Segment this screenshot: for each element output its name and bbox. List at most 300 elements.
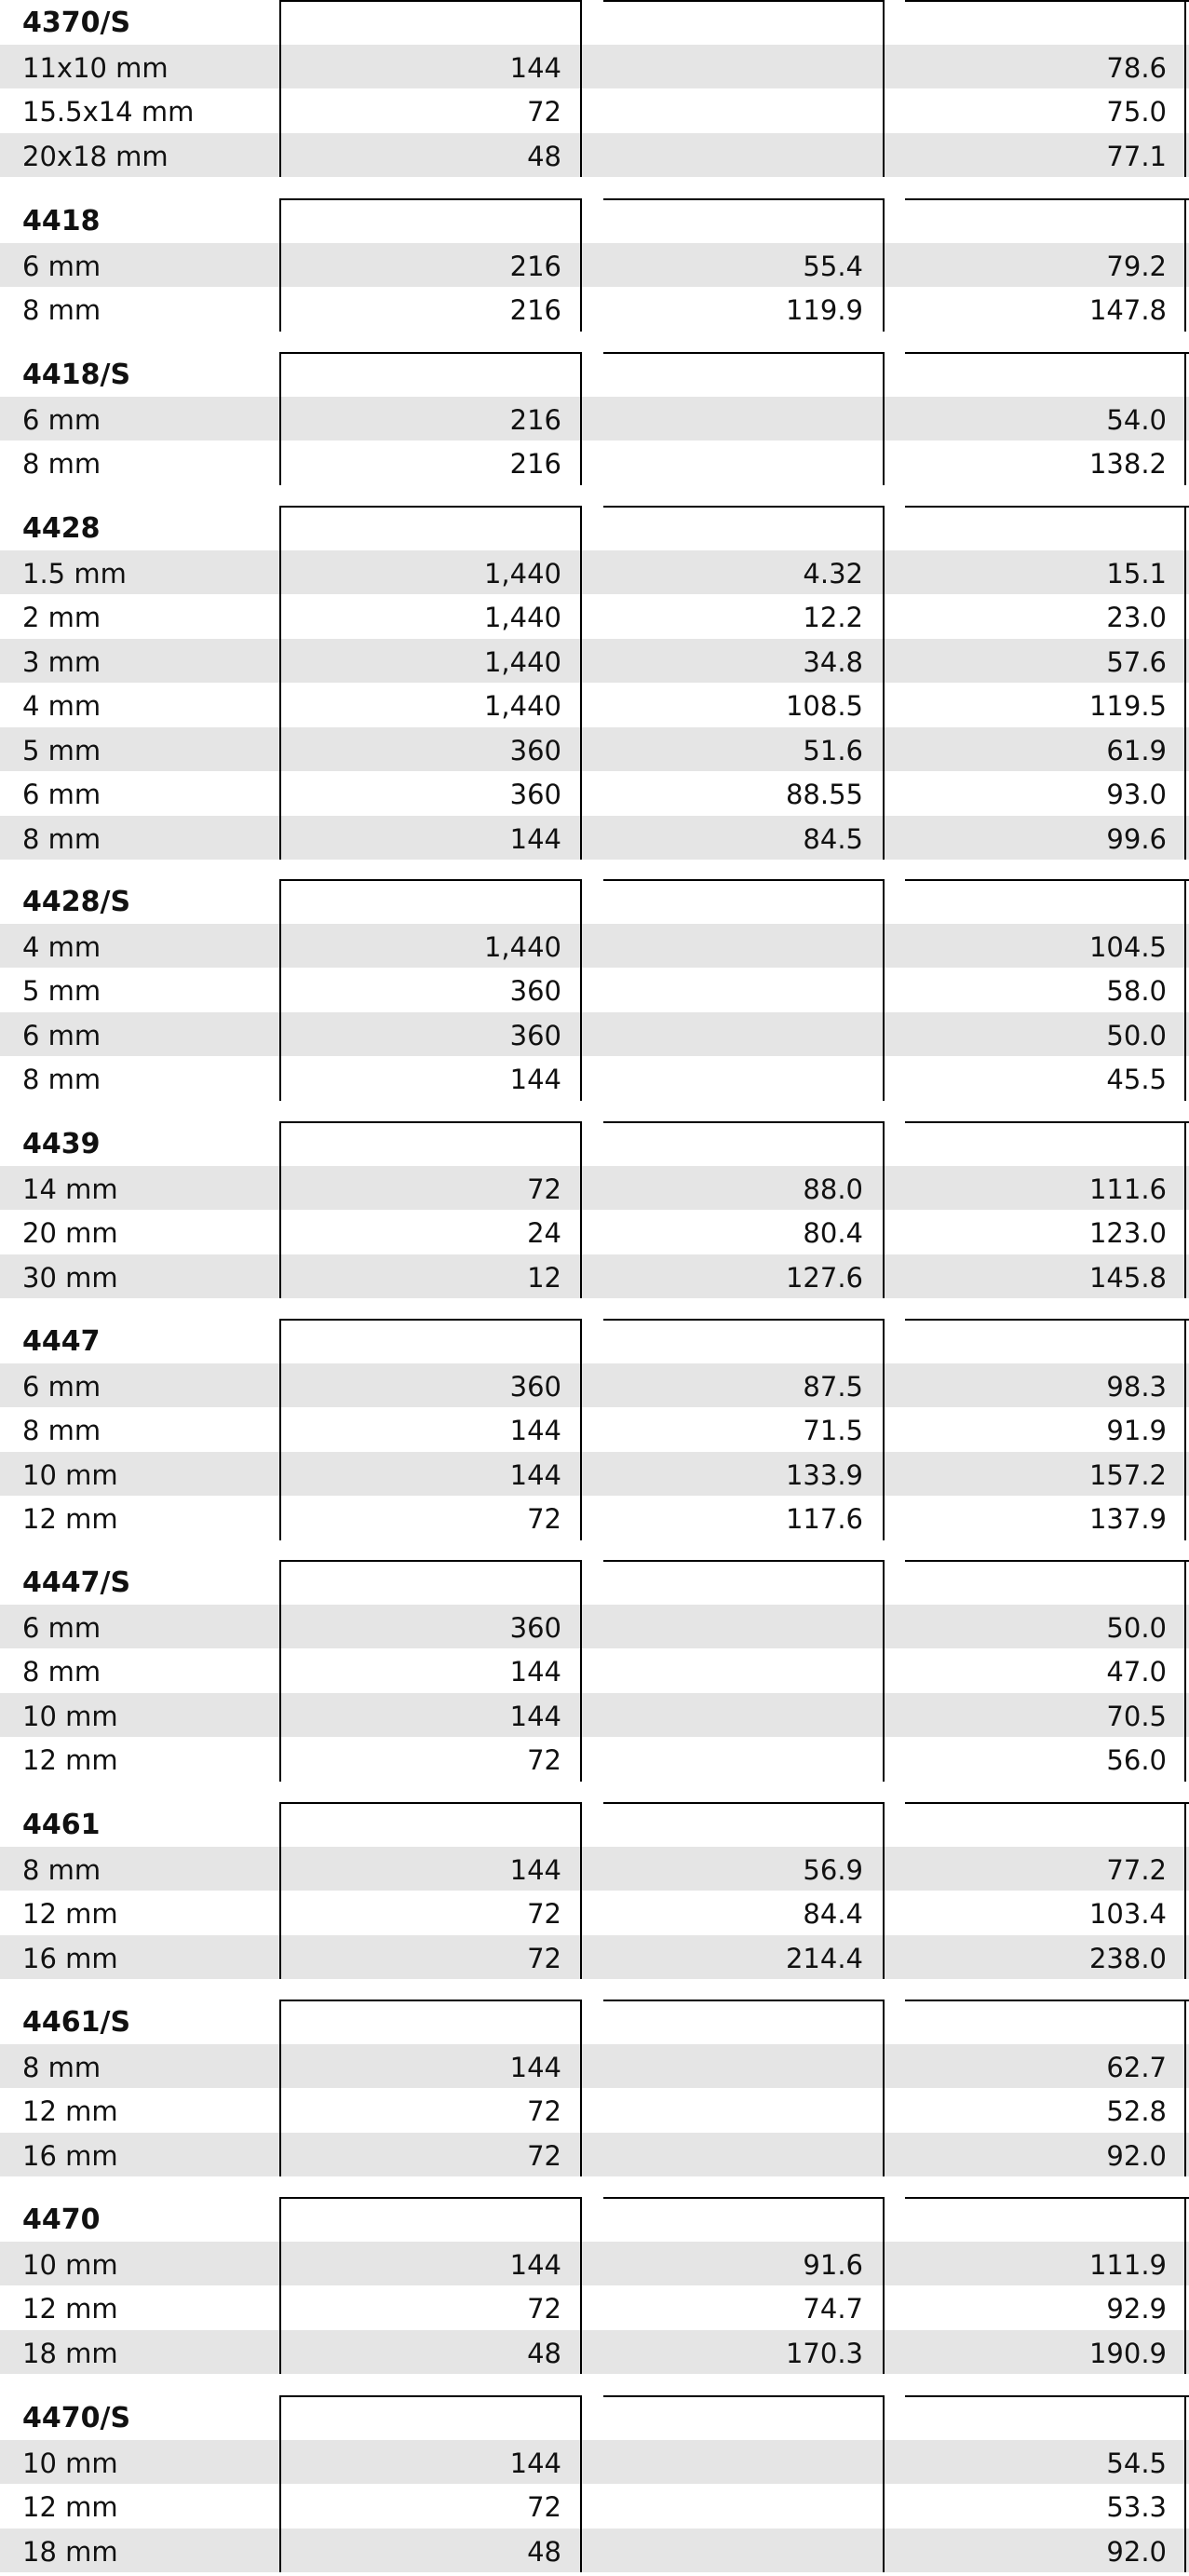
column-rule — [580, 1121, 582, 1298]
quantity-cell: 144 — [509, 1656, 561, 1688]
value-cell: 117.6 — [785, 1503, 863, 1535]
quantity-cell: 72 — [527, 2139, 561, 2172]
value-cell: 57.6 — [1106, 645, 1167, 678]
size-cell: 12 mm — [22, 2095, 118, 2127]
quantity-cell: 144 — [509, 1064, 561, 1095]
value-cell: 62.7 — [1106, 2051, 1167, 2083]
quantity-cell: 1,440 — [483, 645, 561, 678]
header-rule — [905, 2395, 1189, 2397]
quantity-cell: 48 — [527, 2535, 561, 2568]
quantity-cell: 144 — [509, 2051, 561, 2083]
group-header-row — [0, 1560, 1189, 1605]
value-cell: 138.2 — [1088, 448, 1167, 480]
header-rule — [280, 1802, 581, 1804]
header-rule — [603, 2197, 884, 2199]
quantity-cell: 72 — [527, 2293, 561, 2325]
column-rule — [1184, 2395, 1186, 2572]
quantity-cell: 72 — [527, 1898, 561, 1930]
size-cell: 8 mm — [22, 2051, 101, 2083]
value-cell: 145.8 — [1088, 1261, 1167, 1294]
column-rule — [279, 0, 281, 177]
size-cell: 8 mm — [22, 448, 101, 480]
value-cell: 103.4 — [1088, 1898, 1167, 1930]
value-cell: 108.5 — [785, 690, 863, 722]
table-row — [0, 639, 1189, 684]
group-header-row — [0, 879, 1189, 924]
quantity-cell: 1,440 — [483, 602, 561, 633]
quantity-cell: 48 — [527, 2337, 561, 2369]
value-cell: 127.6 — [785, 1261, 863, 1294]
column-rule — [883, 2197, 885, 2374]
header-rule — [603, 2000, 884, 2001]
column-rule — [1184, 879, 1186, 1101]
product-group — [0, 352, 1189, 485]
column-rule — [1184, 1560, 1186, 1782]
size-cell: 12 mm — [22, 2293, 118, 2325]
product-group — [0, 2000, 1189, 2176]
quantity-cell: 1,440 — [483, 930, 561, 963]
table-row — [0, 133, 1189, 178]
quantity-cell: 216 — [509, 294, 561, 326]
size-cell: 15.5x14 mm — [22, 96, 195, 128]
quantity-cell: 72 — [527, 2491, 561, 2523]
quantity-cell: 72 — [527, 1942, 561, 1974]
product-code: 4439 — [22, 1128, 101, 1160]
quantity-cell: 144 — [509, 51, 561, 84]
column-rule — [883, 506, 885, 860]
quantity-cell: 144 — [509, 1458, 561, 1491]
column-rule — [1184, 2197, 1186, 2374]
table-row — [0, 2440, 1189, 2485]
value-cell: 157.2 — [1088, 1458, 1167, 1491]
table-row — [0, 2285, 1189, 2330]
product-group — [0, 1121, 1189, 1298]
size-cell: 6 mm — [22, 1370, 101, 1403]
value-cell: 214.4 — [785, 1942, 863, 1974]
value-cell: 12.2 — [803, 602, 863, 633]
group-header-row — [0, 1802, 1189, 1847]
value-cell: 91.6 — [803, 2248, 863, 2281]
header-rule — [603, 1319, 884, 1321]
table-row — [0, 1452, 1189, 1497]
value-cell: 98.3 — [1106, 1370, 1167, 1403]
value-cell: 4.32 — [803, 557, 863, 590]
column-rule — [1184, 198, 1186, 332]
quantity-cell: 360 — [509, 734, 561, 766]
value-cell: 23.0 — [1106, 602, 1167, 633]
value-cell: 55.4 — [803, 250, 863, 282]
value-cell: 56.0 — [1106, 1744, 1167, 1776]
header-rule — [280, 2197, 581, 2199]
product-code: 4461 — [22, 1809, 101, 1841]
column-rule — [883, 2000, 885, 2176]
column-rule — [1184, 506, 1186, 860]
table-row — [0, 1056, 1189, 1101]
header-rule — [280, 198, 581, 200]
header-rule — [905, 2000, 1189, 2001]
quantity-cell: 360 — [509, 1611, 561, 1644]
product-group — [0, 506, 1189, 860]
quantity-cell: 144 — [509, 1853, 561, 1886]
product-code: 4470/S — [22, 2402, 131, 2434]
header-rule — [905, 879, 1189, 881]
column-rule — [580, 1560, 582, 1782]
column-rule — [580, 2395, 582, 2572]
column-rule — [580, 1319, 582, 1540]
table-row — [0, 683, 1189, 727]
product-group — [0, 879, 1189, 1101]
header-rule — [905, 1560, 1189, 1562]
header-rule — [905, 2197, 1189, 2199]
value-cell: 54.5 — [1106, 2447, 1167, 2479]
product-code: 4461/S — [22, 2006, 131, 2039]
size-cell: 1.5 mm — [22, 557, 127, 590]
size-cell: 5 mm — [22, 734, 101, 766]
column-rule — [1184, 1121, 1186, 1298]
table-row — [0, 594, 1189, 639]
product-group — [0, 1560, 1189, 1782]
product-code: 4370/S — [22, 7, 131, 39]
column-rule — [279, 2000, 281, 2176]
header-rule — [905, 1802, 1189, 1804]
column-rule — [1184, 352, 1186, 485]
size-cell: 4 mm — [22, 690, 101, 722]
header-rule — [280, 1319, 581, 1321]
quantity-cell: 360 — [509, 1370, 561, 1403]
size-cell: 20 mm — [22, 1217, 118, 1249]
column-rule — [580, 1802, 582, 1979]
value-cell: 47.0 — [1106, 1656, 1167, 1688]
table-row — [0, 1737, 1189, 1782]
table-row — [0, 1166, 1189, 1211]
size-cell: 8 mm — [22, 822, 101, 855]
product-code: 4447/S — [22, 1566, 131, 1599]
value-cell: 61.9 — [1106, 734, 1167, 766]
table-row — [0, 1935, 1189, 1980]
product-group — [0, 2395, 1189, 2572]
value-cell: 137.9 — [1088, 1503, 1167, 1535]
product-code: 4447 — [22, 1325, 101, 1358]
quantity-cell: 144 — [509, 1415, 561, 1446]
header-rule — [905, 1319, 1189, 1321]
column-rule — [580, 198, 582, 332]
value-cell: 71.5 — [803, 1415, 863, 1446]
size-cell: 6 mm — [22, 250, 101, 282]
value-cell: 88.55 — [785, 779, 863, 810]
size-cell: 6 mm — [22, 779, 101, 810]
table-row — [0, 1847, 1189, 1891]
size-cell: 11x10 mm — [22, 51, 169, 84]
table-row — [0, 2330, 1189, 2375]
value-cell: 133.9 — [785, 1458, 863, 1491]
group-header-row — [0, 1121, 1189, 1166]
column-rule — [883, 879, 885, 1101]
size-cell: 8 mm — [22, 1853, 101, 1886]
size-cell: 18 mm — [22, 2337, 118, 2369]
column-rule — [279, 198, 281, 332]
table-row — [0, 727, 1189, 772]
header-rule — [280, 352, 581, 354]
quantity-cell: 72 — [527, 2095, 561, 2127]
product-code: 4418/S — [22, 359, 131, 391]
value-cell: 123.0 — [1088, 1217, 1167, 1249]
size-cell: 6 mm — [22, 1019, 101, 1051]
product-code: 4428 — [22, 512, 101, 545]
quantity-cell: 72 — [527, 1744, 561, 1776]
header-rule — [603, 1121, 884, 1123]
header-rule — [603, 352, 884, 354]
quantity-cell: 1,440 — [483, 690, 561, 722]
value-cell: 111.9 — [1088, 2248, 1167, 2281]
value-cell: 58.0 — [1106, 975, 1167, 1007]
quantity-cell: 72 — [527, 1173, 561, 1205]
table-row — [0, 1496, 1189, 1540]
table-row — [0, 816, 1189, 861]
header-rule — [280, 879, 581, 881]
table-row — [0, 88, 1189, 133]
value-cell: 119.9 — [785, 294, 863, 326]
column-rule — [883, 352, 885, 485]
table-row — [0, 397, 1189, 441]
value-cell: 88.0 — [803, 1173, 863, 1205]
size-cell: 10 mm — [22, 2447, 118, 2479]
group-header-row — [0, 0, 1189, 45]
table-row — [0, 1605, 1189, 1649]
column-rule — [883, 1319, 885, 1540]
quantity-cell: 216 — [509, 250, 561, 282]
value-cell: 52.8 — [1106, 2095, 1167, 2127]
column-rule — [1184, 0, 1186, 177]
product-group — [0, 198, 1189, 332]
group-header-row — [0, 198, 1189, 243]
value-cell: 190.9 — [1088, 2337, 1167, 2369]
header-rule — [280, 2000, 581, 2001]
value-cell: 51.6 — [803, 734, 863, 766]
table-row — [0, 441, 1189, 485]
size-cell: 20x18 mm — [22, 140, 169, 172]
header-rule — [905, 1121, 1189, 1123]
header-rule — [905, 198, 1189, 200]
header-rule — [280, 506, 581, 508]
column-rule — [279, 352, 281, 485]
header-rule — [905, 0, 1189, 2]
column-rule — [279, 1802, 281, 1979]
value-cell: 92.9 — [1106, 2293, 1167, 2325]
product-code: 4418 — [22, 205, 101, 237]
quantity-cell: 216 — [509, 403, 561, 436]
column-rule — [580, 2197, 582, 2374]
size-cell: 8 mm — [22, 1656, 101, 1688]
value-cell: 70.5 — [1106, 1700, 1167, 1732]
value-cell: 238.0 — [1088, 1942, 1167, 1974]
column-rule — [279, 506, 281, 860]
value-cell: 78.6 — [1106, 51, 1167, 84]
quantity-cell: 12 — [527, 1261, 561, 1294]
table-row — [0, 2133, 1189, 2177]
value-cell: 147.8 — [1088, 294, 1167, 326]
quantity-cell: 360 — [509, 779, 561, 810]
header-rule — [603, 198, 884, 200]
size-cell: 8 mm — [22, 294, 101, 326]
table-row — [0, 1407, 1189, 1452]
value-cell: 79.2 — [1106, 250, 1167, 282]
table-row — [0, 1693, 1189, 1738]
column-rule — [279, 1560, 281, 1782]
column-rule — [883, 1802, 885, 1979]
value-cell: 91.9 — [1106, 1415, 1167, 1446]
header-rule — [280, 0, 581, 2]
table-row — [0, 1363, 1189, 1408]
value-cell: 99.6 — [1106, 822, 1167, 855]
table-row — [0, 771, 1189, 816]
size-cell: 5 mm — [22, 975, 101, 1007]
size-cell: 2 mm — [22, 602, 101, 633]
column-rule — [279, 1319, 281, 1540]
size-cell: 30 mm — [22, 1261, 118, 1294]
quantity-cell: 144 — [509, 1700, 561, 1732]
size-cell: 12 mm — [22, 1744, 118, 1776]
column-rule — [883, 0, 885, 177]
value-cell: 15.1 — [1106, 557, 1167, 590]
column-rule — [1184, 1319, 1186, 1540]
size-cell: 4 mm — [22, 930, 101, 963]
table-row — [0, 1254, 1189, 1299]
value-cell: 77.2 — [1106, 1853, 1167, 1886]
column-rule — [883, 1121, 885, 1298]
size-cell: 14 mm — [22, 1173, 118, 1205]
header-rule — [280, 2395, 581, 2397]
column-rule — [279, 1121, 281, 1298]
table-row — [0, 1891, 1189, 1935]
column-rule — [883, 1560, 885, 1782]
group-header-row — [0, 2395, 1189, 2440]
column-rule — [883, 198, 885, 332]
value-cell: 74.7 — [803, 2293, 863, 2325]
group-header-row — [0, 352, 1189, 397]
column-rule — [883, 2395, 885, 2572]
product-group — [0, 1319, 1189, 1540]
value-cell: 170.3 — [785, 2337, 863, 2369]
value-cell: 92.0 — [1106, 2535, 1167, 2568]
column-rule — [580, 0, 582, 177]
value-cell: 77.1 — [1106, 140, 1167, 172]
group-header-row — [0, 506, 1189, 550]
quantity-cell: 48 — [527, 140, 561, 172]
header-rule — [905, 352, 1189, 354]
header-rule — [603, 1802, 884, 1804]
table-row — [0, 2484, 1189, 2529]
size-cell: 12 mm — [22, 2491, 118, 2523]
group-header-row — [0, 2000, 1189, 2044]
quantity-cell: 144 — [509, 822, 561, 855]
value-cell: 104.5 — [1088, 930, 1167, 963]
value-cell: 93.0 — [1106, 779, 1167, 810]
table-row — [0, 1648, 1189, 1693]
value-cell: 84.5 — [803, 822, 863, 855]
table-row — [0, 968, 1189, 1012]
table-row — [0, 1210, 1189, 1254]
column-rule — [580, 352, 582, 485]
size-cell: 12 mm — [22, 1503, 118, 1535]
size-cell: 10 mm — [22, 1458, 118, 1491]
column-rule — [580, 2000, 582, 2176]
value-cell: 75.0 — [1106, 96, 1167, 128]
table-row — [0, 2088, 1189, 2133]
size-cell: 10 mm — [22, 2248, 118, 2281]
product-group — [0, 2197, 1189, 2374]
quantity-cell: 360 — [509, 1019, 561, 1051]
column-rule — [580, 879, 582, 1101]
size-cell: 8 mm — [22, 1415, 101, 1446]
header-rule — [603, 506, 884, 508]
value-cell: 87.5 — [803, 1370, 863, 1403]
value-cell: 50.0 — [1106, 1611, 1167, 1644]
table-row — [0, 1012, 1189, 1057]
size-cell: 8 mm — [22, 1064, 101, 1095]
quantity-cell: 216 — [509, 448, 561, 480]
value-cell: 34.8 — [803, 645, 863, 678]
product-group — [0, 0, 1189, 177]
table-row — [0, 550, 1189, 595]
header-rule — [603, 879, 884, 881]
header-rule — [603, 0, 884, 2]
quantity-cell: 24 — [527, 1217, 561, 1249]
column-rule — [279, 2395, 281, 2572]
header-rule — [603, 2395, 884, 2397]
column-rule — [1184, 1802, 1186, 1979]
quantity-cell: 360 — [509, 975, 561, 1007]
column-rule — [279, 2197, 281, 2374]
value-cell: 53.3 — [1106, 2491, 1167, 2523]
header-rule — [603, 1560, 884, 1562]
value-cell: 45.5 — [1106, 1064, 1167, 1095]
size-cell: 16 mm — [22, 2139, 118, 2172]
product-code: 4428/S — [22, 886, 131, 918]
value-cell: 56.9 — [803, 1853, 863, 1886]
quantity-cell: 144 — [509, 2248, 561, 2281]
column-rule — [580, 506, 582, 860]
value-cell: 54.0 — [1106, 403, 1167, 436]
quantity-cell: 144 — [509, 2447, 561, 2479]
size-cell: 16 mm — [22, 1942, 118, 1974]
value-cell: 92.0 — [1106, 2139, 1167, 2172]
quantity-cell: 72 — [527, 96, 561, 128]
table-row — [0, 2044, 1189, 2089]
group-header-row — [0, 2197, 1189, 2242]
value-cell: 80.4 — [803, 1217, 863, 1249]
size-cell: 6 mm — [22, 403, 101, 436]
table-row — [0, 924, 1189, 969]
header-rule — [280, 1121, 581, 1123]
size-cell: 6 mm — [22, 1611, 101, 1644]
value-cell: 50.0 — [1106, 1019, 1167, 1051]
size-cell: 12 mm — [22, 1898, 118, 1930]
column-rule — [279, 879, 281, 1101]
table-row — [0, 243, 1189, 288]
size-cell: 3 mm — [22, 645, 101, 678]
size-cell: 18 mm — [22, 2535, 118, 2568]
table-row — [0, 45, 1189, 89]
table-row — [0, 2242, 1189, 2286]
column-rule — [1184, 2000, 1186, 2176]
table-row — [0, 287, 1189, 332]
product-code: 4470 — [22, 2203, 101, 2236]
value-cell: 84.4 — [803, 1898, 863, 1930]
quantity-cell: 1,440 — [483, 557, 561, 590]
size-cell: 10 mm — [22, 1700, 118, 1732]
header-rule — [280, 1560, 581, 1562]
group-header-row — [0, 1319, 1189, 1363]
